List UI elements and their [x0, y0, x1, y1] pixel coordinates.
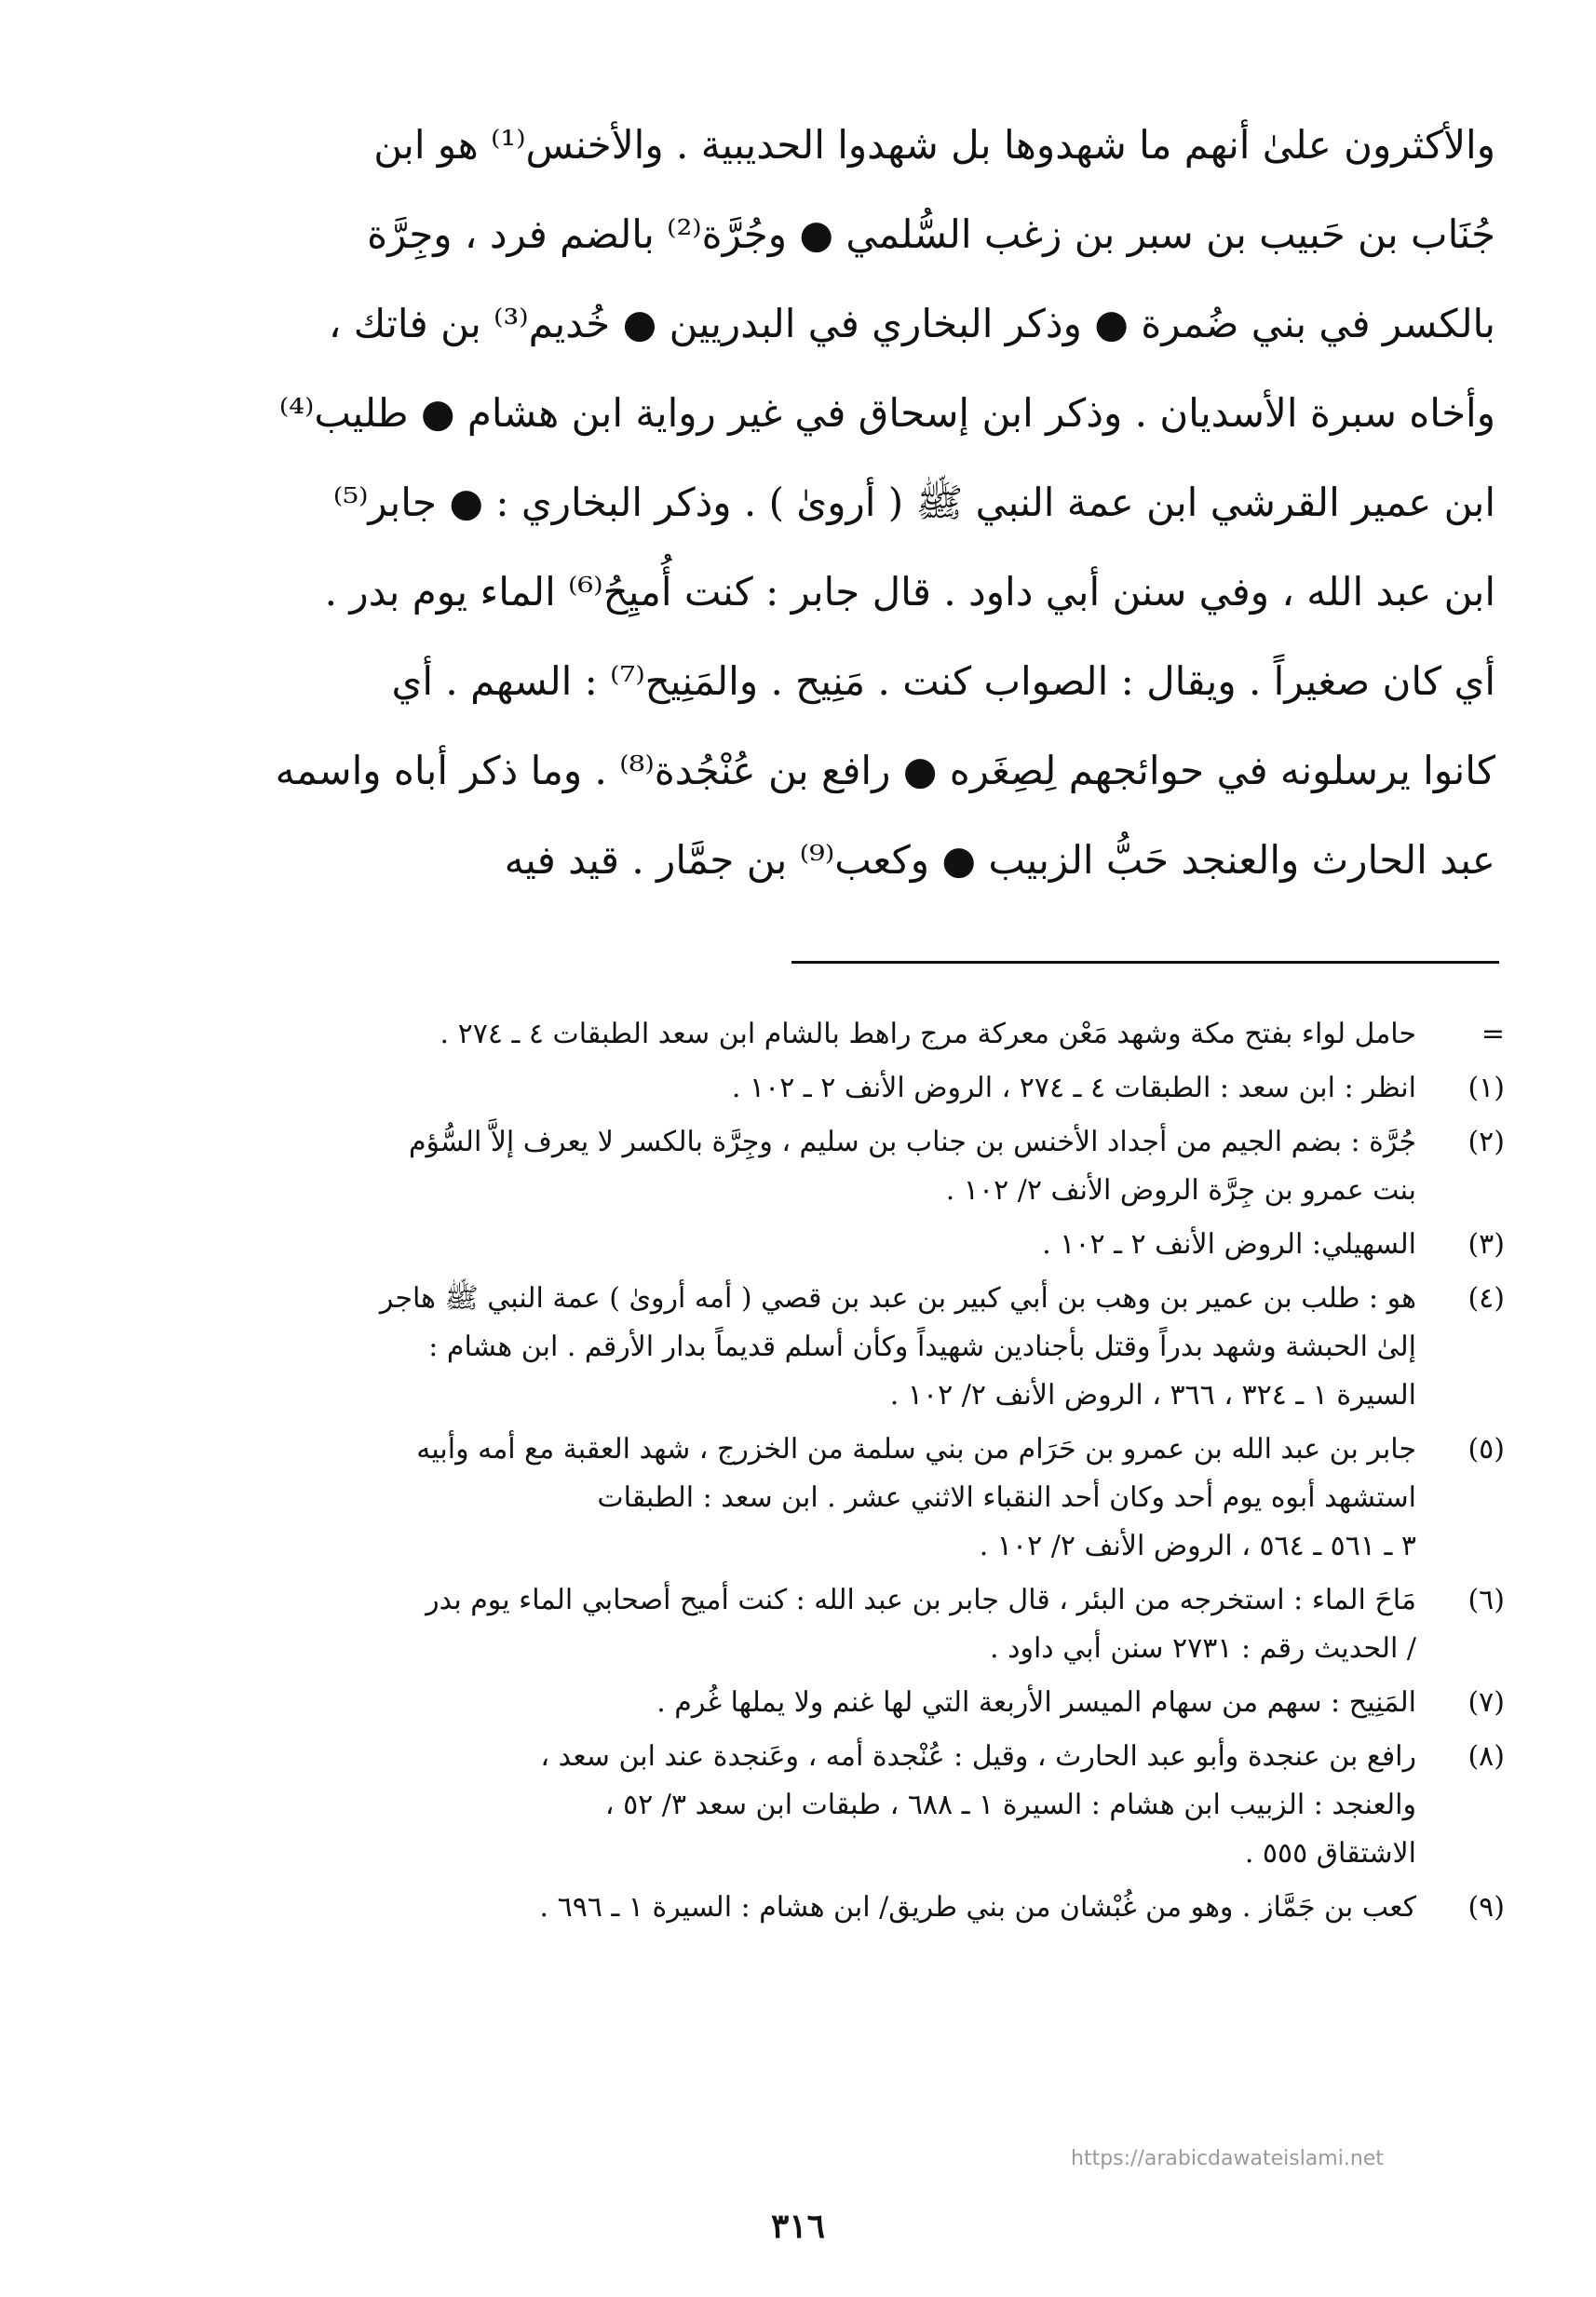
footnote-line: الاشتقاق ٥٥٥ . — [1244, 1837, 1416, 1870]
footnote-line: إلىٰ الحبشة وشهد بدراً وقتل بأجنادين شهيداً وكأن أسلم قديماً بدار الأرقم . ابن هشام : — [428, 1331, 1416, 1363]
main-text-line: أي كان صغيراً . ويقال : الصواب كنت . مَنِيح . والمَنِيح⁽⁷⁾ : السهم . أي — [391, 658, 1495, 704]
footnote-7 — [89, 1679, 1505, 1727]
footnote-3 — [89, 1221, 1505, 1269]
footnote-line: انظر : ابن سعد : الطبقات ٤ ـ ٢٧٤ ، الروض الأنف ٢ ـ ١٠٢ . — [731, 1072, 1416, 1104]
footnote-line: السيرة ١ ـ ٣٢٤ ، ٣٦٦ ، الروض الأنف ٢/ ١٠٢ . — [889, 1379, 1416, 1412]
footnote-5 — [89, 1425, 1505, 1571]
footnote-line: المَنِيح : سهم من سهام الميسر الأربعة التي لها غنم ولا يملها غُرم . — [656, 1686, 1416, 1719]
footnote-line: استشهد أبوه يوم أحد وكان أحد النقباء الاثني عشر . ابن سعد : الطبقات — [597, 1481, 1416, 1514]
footnote-divider — [791, 961, 1499, 964]
footnote-line: مَاحَ الماء : استخرجه من البئر ، قال جابر بن عبد الله : كنت أميح أصحابي الماء يوم بدر — [426, 1584, 1416, 1616]
footnote-marker: = — [1481, 1018, 1505, 1050]
footnote-line: السهيلي: الروض الأنف ٢ ـ ١٠٢ . — [1042, 1228, 1416, 1261]
footnote-body — [89, 1884, 1416, 1932]
footnote-9 — [89, 1884, 1505, 1932]
footnote-line: والعنجد : الزبيب ابن هشام : السيرة ١ ـ ٦٨٨ ، طبقات ابن سعد ٣/ ٥٢ ، — [604, 1789, 1416, 1821]
footnote-line: / الحديث رقم : ٢٧٣١ سنن أبي داود . — [990, 1632, 1416, 1665]
footnote-line: هو : طلب بن عمير بن وهب بن أبي كبير بن عبد بن قصي ( أمه أروىٰ ) عمة النبي ﷺ هاجر — [379, 1282, 1416, 1315]
footnote-line: كعب بن جَمَّاز . وهو من غُبْشان من بني طريق/ ابن هشام : السيرة ١ ـ ٦٩٦ . — [539, 1891, 1416, 1924]
footnote-line: جابر بن عبد الله بن عمرو بن حَرَام من بني سلمة من الخزرج ، شهد العقبة مع أمه وأبيه — [416, 1433, 1416, 1466]
footnote-marker: (٢) — [1468, 1126, 1505, 1158]
watermark: https://arabicdawateislami.net — [1071, 2147, 1384, 2170]
footnote-body — [89, 1576, 1416, 1673]
footnote-body — [89, 1425, 1416, 1571]
footnote-4 — [89, 1275, 1505, 1420]
main-text-line: والأكثرون علىٰ أنهم ما شهدوها بل شهدوا الحديبية . والأخنس⁽¹⁾ هو ابن — [373, 122, 1495, 168]
footnote-body — [89, 1221, 1416, 1269]
footnote-1 — [89, 1064, 1505, 1113]
footnote-body — [89, 1010, 1416, 1059]
main-text — [89, 101, 1495, 905]
footnote-body — [89, 1679, 1416, 1727]
main-text-line: عبد الحارث والعنجد حَبُّ الزبيب ● وكعب⁽⁹⁾ بن جمَّار . قيد فيه — [504, 837, 1495, 883]
main-text-line: كانوا يرسلونه في حوائجهم لِصِغَره ● رافع بن عُنْجُدة⁽⁸⁾ . وما ذكر أباه واسمه — [275, 748, 1495, 793]
footnote-2 — [89, 1118, 1505, 1215]
footnotes — [89, 1010, 1505, 1938]
footnote-body — [89, 1064, 1416, 1113]
footnote-body — [89, 1118, 1416, 1215]
footnote-line: حامل لواء بفتح مكة وشهد مَعْن معركة مرج راهط بالشام ابن سعد الطبقات ٤ ـ ٢٧٤ . — [440, 1018, 1416, 1050]
footnote-body — [89, 1733, 1416, 1878]
main-text-line: ابن عبد الله ، وفي سنن أبي داود . قال جابر : كنت أُميِحُ⁽⁶⁾ الماء يوم بدر . — [324, 569, 1495, 615]
footnote-marker: (٦) — [1468, 1584, 1505, 1616]
footnote-marker: (٩) — [1468, 1891, 1505, 1924]
footnote-6 — [89, 1576, 1505, 1673]
footnote-marker: (٣) — [1468, 1228, 1505, 1261]
footnote-marker: (٧) — [1468, 1686, 1505, 1719]
footnote-marker: (٤) — [1468, 1282, 1505, 1315]
footnote-8 — [89, 1733, 1505, 1878]
footnote-marker: (١) — [1468, 1072, 1505, 1104]
footnote-line: ٣ ـ ٥٦١ ـ ٥٦٤ ، الروض الأنف ٢/ ١٠٢ . — [979, 1530, 1416, 1562]
page-number: ٣١٦ — [770, 2207, 825, 2246]
main-text-line: جُنَاب بن حَبيب بن سبر بن زغب السُّلمي ● وجُرَّة⁽²⁾ بالضم فرد ، وجِرَّة — [367, 211, 1495, 257]
footnote-line: رافع بن عنجدة وأبو عبد الحارث ، وقيل : عُنْجدة أمه ، وعَنجدة عند ابن سعد ، — [540, 1740, 1416, 1773]
footnote-marker: (٨) — [1468, 1740, 1505, 1773]
main-text-line: وأخاه سبرة الأسديان . وذكر ابن إسحاق في غير رواية ابن هشام ● طليب⁽⁴⁾ — [278, 390, 1495, 436]
main-text-line: ابن عمير القرشي ابن عمة النبي ﷺ ( أروىٰ ) . وذكر البخاري : ● جابر⁽⁵⁾ — [332, 480, 1495, 525]
main-text-line: بالكسر في بني ضُمرة ● وذكر البخاري في البدريين ● خُديم⁽³⁾ بن فاتك ، — [328, 301, 1495, 346]
footnote-body — [89, 1275, 1416, 1420]
footnote-line: جُرَّة : بضم الجيم من أجداد الأخنس بن جناب بن سليم ، وجِرَّة بالكسر لا يعرف إلاَّ السُّؤم — [408, 1126, 1416, 1158]
footnote-continuation — [89, 1010, 1505, 1059]
footnote-marker: (٥) — [1468, 1433, 1505, 1466]
footnote-line: بنت عمرو بن جِرَّة الروض الأنف ٢/ ١٠٢ . — [945, 1174, 1416, 1207]
